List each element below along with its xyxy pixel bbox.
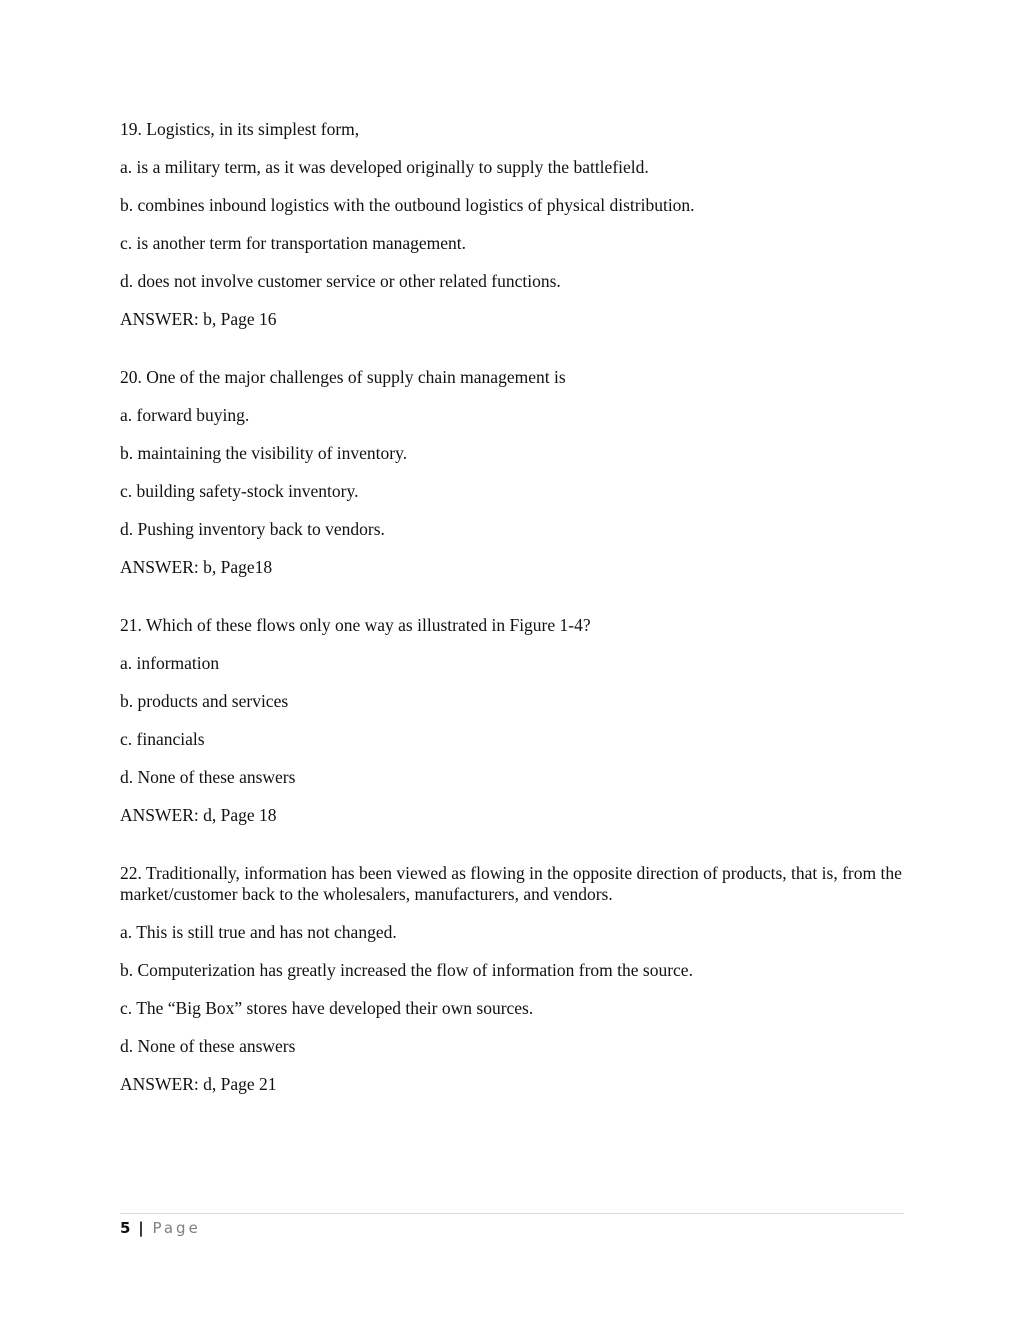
option-a: a. information <box>120 653 220 673</box>
question-stem: 19. Logistics, in its simplest form, <box>120 119 360 139</box>
option-d: d. does not involve customer service or other related functions. <box>120 271 561 291</box>
answer-line: ANSWER: b, Page 16 <box>120 309 277 329</box>
option-c: c. The “Big Box” stores have developed their own sources. <box>120 998 534 1018</box>
option-d: d. Pushing inventory back to vendors. <box>120 519 385 539</box>
question-21 <box>120 615 910 826</box>
option-b: b. products and services <box>120 691 289 711</box>
question-19 <box>120 119 910 330</box>
option-b: b. combines inbound logistics with the outbound logistics of physical distribution. <box>120 195 695 215</box>
option-d: d. None of these answers <box>120 767 296 787</box>
option-a: a. forward buying. <box>120 405 250 425</box>
option-b: b. Computerization has greatly increased the flow of information from the source. <box>120 960 693 980</box>
question-20 <box>120 367 910 578</box>
question-stem: 20. One of the major challenges of supply chain management is <box>120 367 566 387</box>
answer-line: ANSWER: d, Page 21 <box>120 1074 277 1094</box>
answer-line: ANSWER: b, Page18 <box>120 557 273 577</box>
option-c: c. building safety-stock inventory. <box>120 481 359 501</box>
option-c: c. is another term for transportation management. <box>120 233 466 253</box>
option-b: b. maintaining the visibility of inventory. <box>120 443 408 463</box>
option-d: d. None of these answers <box>120 1036 296 1056</box>
option-a: a. is a military term, as it was developed originally to supply the battlefield. <box>120 157 649 177</box>
question-list <box>120 119 910 1095</box>
question-22 <box>120 863 910 1095</box>
question-stem: 22. Traditionally, information has been viewed as flowing in the opposite direction of products, that is, from the market/customer back to the wholesalers, manufacturers, and vendors. <box>120 863 902 904</box>
option-a: a. This is still true and has not changed. <box>120 922 397 942</box>
page-footer <box>120 1213 904 1238</box>
page-number: 5 <box>120 1219 131 1237</box>
question-stem: 21. Which of these flows only one way as illustrated in Figure 1-4? <box>120 615 591 635</box>
page-label: Page <box>152 1219 201 1237</box>
footer-separator: | <box>138 1219 144 1237</box>
option-c: c. financials <box>120 729 205 749</box>
answer-line: ANSWER: d, Page 18 <box>120 805 277 825</box>
